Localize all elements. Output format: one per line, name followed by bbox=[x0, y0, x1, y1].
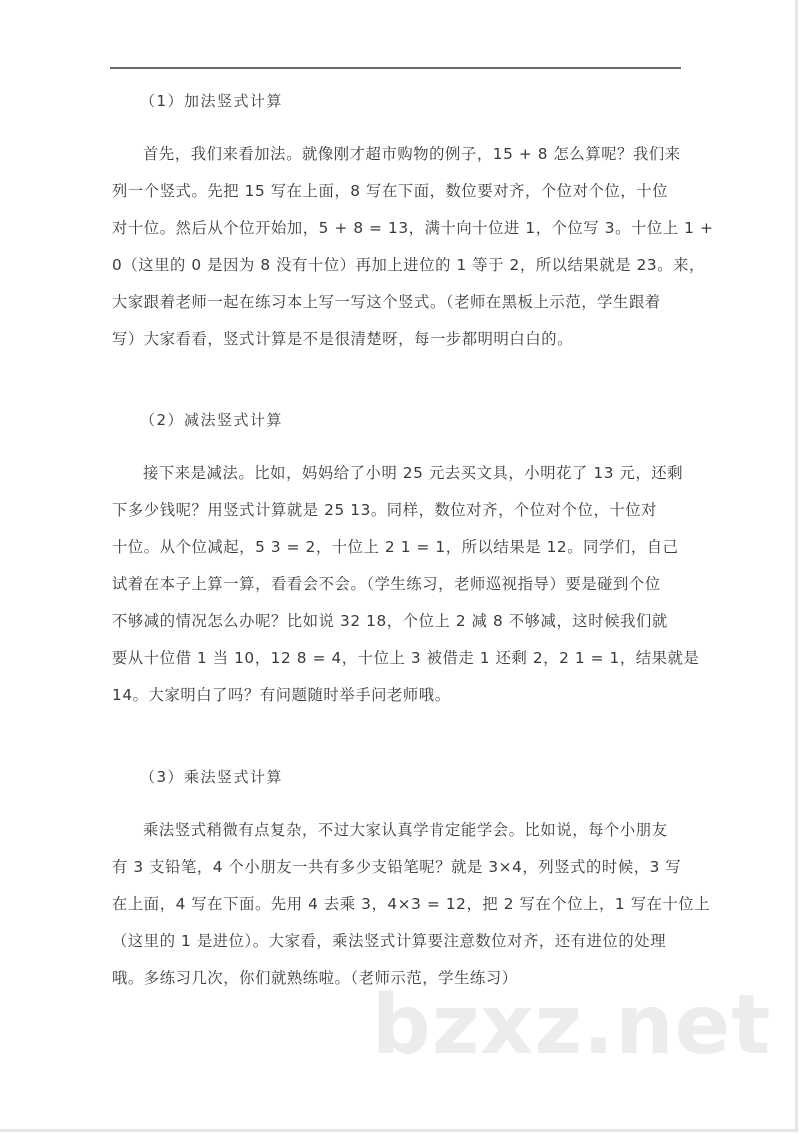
paragraph-line: 要从十位借 1 当 10，12 8 = 4，十位上 3 被借走 1 还剩 2，2 1 = 1，结果就是 bbox=[112, 649, 700, 667]
paragraph-line: 哦。多练习几次，你们就熟练啦。（老师示范，学生练习） bbox=[112, 969, 518, 987]
paragraph-line: 在上面，4 写在下面。先用 4 去乘 3，4×3 = 12，把 2 写在个位上，1 写在十位上 bbox=[112, 895, 711, 913]
paragraph-line: 大家跟着老师一起在练习本上写一写这个竖式。（老师在黑板上示范，学生跟着 bbox=[112, 293, 661, 311]
section-paragraph-multiplication bbox=[112, 812, 711, 997]
paragraph-line: 列一个竖式。先把 15 写在上面，8 写在下面，数位要对齐，个位对个位，十位 bbox=[112, 182, 669, 200]
paragraph-line: 乘法竖式稍微有点复杂，不过大家认真学肯定能学会。比如说，每个小朋友 bbox=[143, 821, 668, 839]
paragraph-line: 0（这里的 0 是因为 8 没有十位）再加上进位的 1 等于 2，所以结果就是 23。来， bbox=[112, 256, 705, 274]
header-rule bbox=[110, 67, 681, 69]
section-paragraph-addition bbox=[112, 136, 714, 358]
watermark: bzxz.net bbox=[372, 978, 772, 1073]
paragraph-line: 下多少钱呢？用竖式计算就是 25 13。同样，数位对齐，个位对个位，十位对 bbox=[112, 501, 658, 519]
section-heading-multiplication: （3）乘法竖式计算 bbox=[140, 768, 284, 786]
paragraph-line: 14。大家明白了吗？有问题随时举手问老师哦。 bbox=[112, 686, 451, 704]
paragraph-line: 十位。从个位减起，5 3 = 2，十位上 2 1 = 1，所以结果是 12。同学们，自己 bbox=[112, 538, 679, 556]
section-paragraph-subtraction bbox=[112, 455, 700, 714]
paragraph-line: 试着在本子上算一算，看看会不会。（学生练习，老师巡视指导）要是碰到个位 bbox=[112, 575, 661, 593]
paragraph-line: 对十位。然后从个位开始加，5 + 8 = 13，满十向十位进 1，个位写 3。十位上 1 + bbox=[112, 219, 714, 237]
paragraph-line: 写）大家看看，竖式计算是不是很清楚呀，每一步都明明白白的。 bbox=[112, 330, 574, 348]
paragraph-line: 首先，我们来看加法。就像刚才超市购物的例子，15 + 8 怎么算呢？我们来 bbox=[143, 145, 681, 163]
section-heading-addition: （1）加法竖式计算 bbox=[140, 92, 284, 110]
paragraph-line: 不够减的情况怎么办呢？比如说 32 18，个位上 2 减 8 不够减，这时候我们就 bbox=[112, 612, 668, 630]
paragraph-line: 有 3 支铅笔，4 个小朋友一共有多少支铅笔呢？就是 3×4，列竖式的时候，3 写 bbox=[112, 858, 682, 876]
paragraph-line: 接下来是减法。比如，妈妈给了小明 25 元去买文具，小明花了 13 元，还剩 bbox=[143, 464, 684, 482]
section-heading-subtraction: （2）减法竖式计算 bbox=[140, 411, 284, 429]
paragraph-line: （这里的 1 是进位）。大家看，乘法竖式计算要注意数位对齐，还有进位的处理 bbox=[112, 932, 667, 950]
